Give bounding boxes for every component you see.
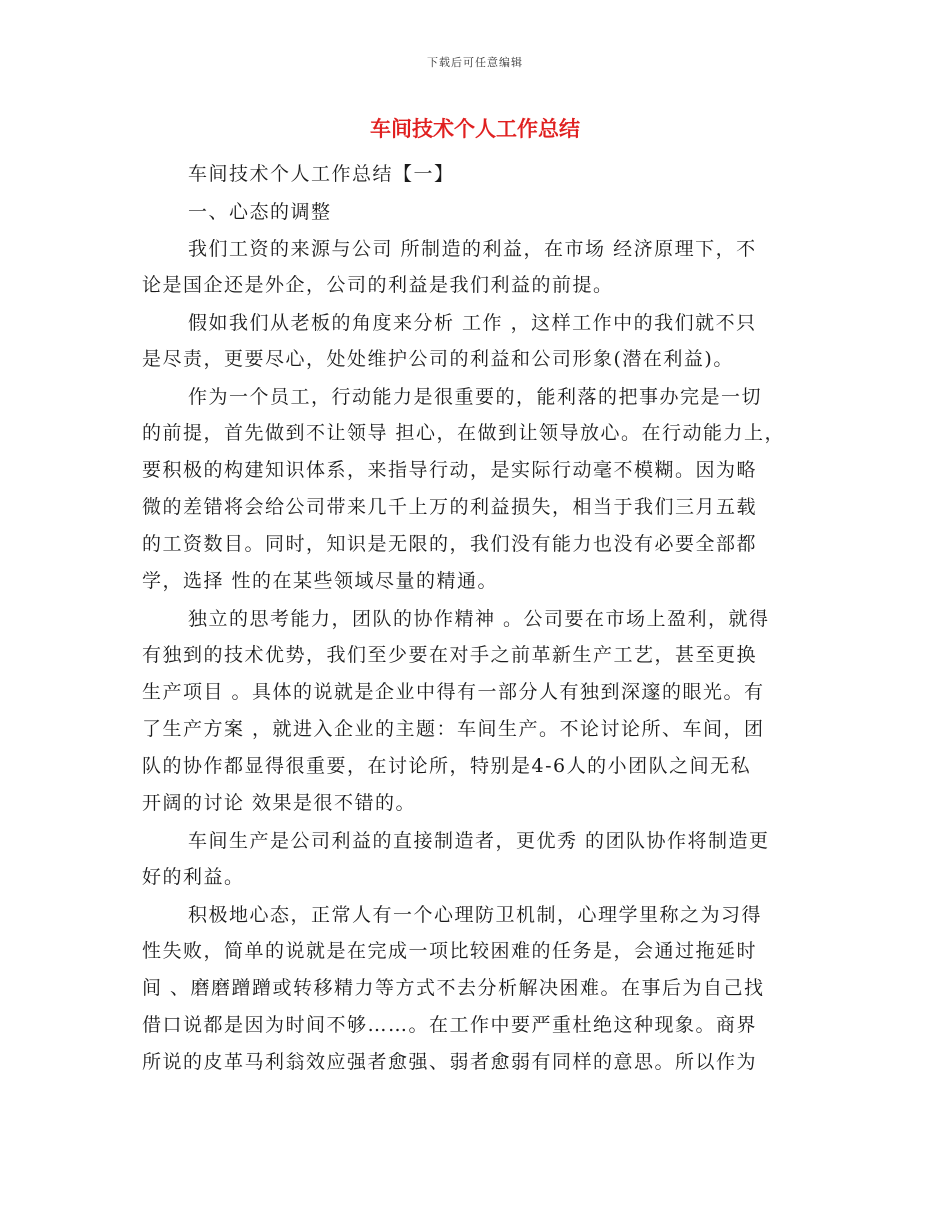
paragraph-line: 我们工资的来源与公司 所制造的利益，在市场 经济原理下，不 (188, 238, 757, 260)
paragraph-line: 要积极的构建知识体系，来指导行动，是实际行动毫不模糊。因为略 (142, 459, 758, 481)
paragraph-line: 积极地心态，正常人有一个心理防卫机制，心理学里称之为习得 (188, 904, 763, 926)
section-heading: 车间技术个人工作总结【一】 (188, 163, 455, 185)
document-title: 车间技术个人工作总结 (370, 117, 580, 141)
paragraph-line: 所说的皮革马利翁效应强者愈强、弱者愈弱有同样的意思。所以作为 (142, 1051, 758, 1073)
paragraph-line: 性失败，简单的说就是在完成一项比较困难的任务是，会通过拖延时 (142, 940, 758, 962)
paragraph-line: 生产项目 。具体的说就是企业中得有一部分人有独到深邃的眼光。有 (142, 681, 765, 703)
paragraph-line: 有独到的技术优势，我们至少要在对手之前革新生产工艺，甚至更换 (142, 644, 758, 666)
paragraph-line: 独立的思考能力，团队的协作精神 。公司要在市场上盈利，就得 (188, 608, 770, 630)
paragraph-line: 间 、磨磨蹭蹭或转移精力等方式不去分析解决困难。在事后为自己找 (142, 977, 765, 999)
paragraph-line: 开阔的讨论 效果是很不错的。 (142, 792, 417, 814)
paragraph-line: 假如我们从老板的角度来分析 工作 ，这样工作中的我们就不只 (188, 312, 757, 334)
paragraph-line: 队的协作都显得很重要，在讨论所，特别是4-6人的小团队之间无私 (142, 755, 752, 777)
paragraph-line: 好的利益。 (142, 866, 245, 888)
subsection-heading: 一、心态的调整 (188, 201, 332, 223)
paragraph-line: 的工资数目。同时，知识是无限的，我们没有能力也没有必要全部都 (142, 533, 758, 555)
page-header-note: 下载后可任意编辑 (427, 56, 523, 69)
paragraph-line: 是尽责，更要尽心，处处维护公司的利益和公司形象(潜在利益)。 (142, 348, 734, 370)
paragraph-line: 学，选择 性的在某些领域尽量的精通。 (142, 570, 499, 592)
paragraph-line: 微的差错将会给公司带来几千上万的利益损失，相当于我们三月五载 (142, 496, 758, 518)
paragraph-line: 车间生产是公司利益的直接制造者，更优秀 的团队协作将制造更 (188, 830, 770, 852)
paragraph-line: 论是国企还是外企，公司的利益是我们利益的前提。 (142, 274, 614, 296)
paragraph-line: 借口说都是因为时间不够……。在工作中要严重杜绝这种现象。商界 (142, 1014, 758, 1036)
paragraph-line: 作为一个员工，行动能力是很重要的，能利落的把事办完是一切 (188, 386, 763, 408)
paragraph-line: 的前提，首先做到不让领导 担心，在做到让领导放心。在行动能力上， (142, 422, 786, 444)
paragraph-line: 了生产方案 ，就进入企业的主题：车间生产。不论讨论所、车间，团 (142, 718, 765, 740)
